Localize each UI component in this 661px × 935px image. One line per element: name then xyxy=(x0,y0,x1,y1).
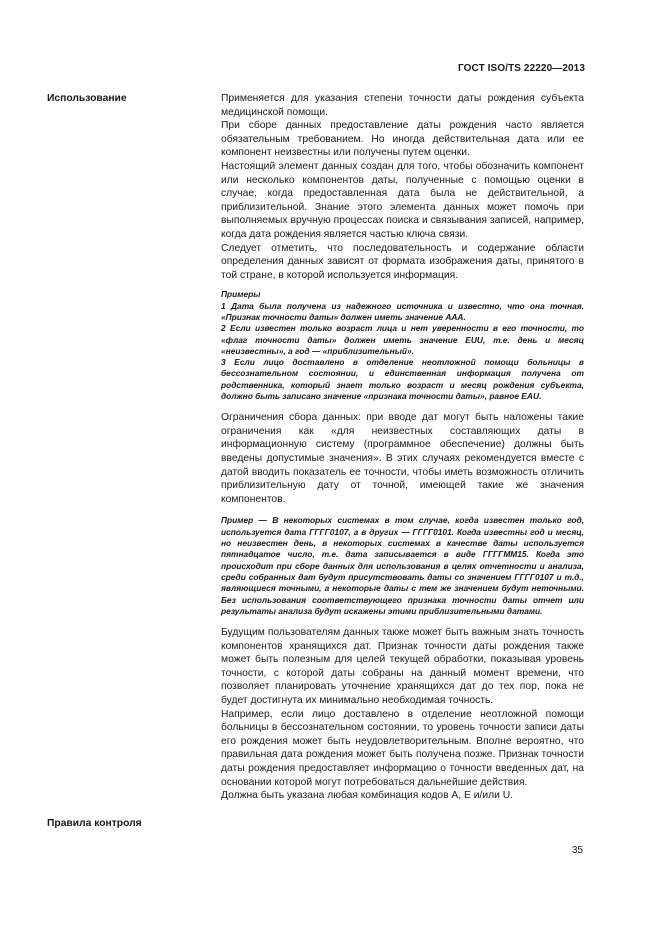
standard-header: ГОСТ ISO/TS 22220—2013 xyxy=(458,63,585,74)
example-item: 1 Дата была получена из надежного источника и известно, что она точная. «Признак точности даты» должен иметь значение AAA. xyxy=(221,300,584,322)
control-rule-text: Должна быть указана любая комбинация кодов A, E и/или U. xyxy=(221,790,514,802)
usage-term: Использование xyxy=(47,93,127,104)
example-item: 3 Если лицо доставлено в отделение неотложной помощи больницы в бессознательном состоянии, и единственная информация получена от родственника, который знает только возраст и месяц рождения субъекта, должно быть записано значение «признака точности даты», равное EAU. xyxy=(221,357,584,401)
example-item: 2 Если известен только возраст лица и нет уверенности в его точности, то «флаг точности даты» должен иметь значение EUU, т.е. день и месяц «неизвестны», а год — «приблизительный». xyxy=(221,323,584,356)
usage-paragraph: Применяется для указания степени точности даты рождения субъекта медицинской помощи. xyxy=(221,93,584,118)
usage-paragraph: Настоящий элемент данных создан для того, чтобы обозначить компонент или несколько компонентов даты, полученные с помощью оценки в случае, когда предоставленная дата была не действительной, а приблизительной. Знание этого элемента данных может помочь при выполняемых вручную процессах поиска и связывания записей, например, когда дата рождения является частью ключа связи. xyxy=(221,160,584,240)
usage-paragraph: При сборе данных предоставление даты рождения часто является обязательным требованием. Но иногда действительная дата или ее компонент неизвестны или получены путем оценки. xyxy=(221,120,584,159)
control-term: Правила контроля xyxy=(47,818,142,829)
constraints-paragraph: Ограничения сбора данных: при вводе дат могут быть наложены такие ограничения как «для неизвестных составляющих даты в информационную систему (программное обеспечение) должны быть введены допустимые значения». В этих случаях рекомендуется вместе с датой вводить показатель ее точности, чтобы иметь возможность отличить приблизительную дату от точной, имеющей такие же значения компонентов. xyxy=(221,412,584,505)
examples-title: Примеры xyxy=(221,289,261,300)
usage-paragraph: Следует отметить, что последовательность и содержание области определения данных зависят от формата изображения даты, принятого в той стране, в которой используется информация. xyxy=(221,242,584,281)
closing-paragraph: Например, если лицо доставлено в отделение неотложной помощи больницы в бессознательном состоянии, то уровень точности записи даты его рождения может быть неудовлетворительным. Вполне вероятно, что правильная дата рождения может быть получена позже. Признак точности даты рождения предоставляет информацию о точности введенных дат, на основании которой могут потребоваться дальнейшие действия. xyxy=(221,708,584,788)
usage-section xyxy=(221,92,584,803)
examples-block xyxy=(221,289,584,402)
closing-paragraph: Будущим пользователям данных также может быть важным знать точность компонентов хранящихся дат. Признак точности даты рождения также может быть полезным для целей текущей обработки, показывая уровень точности, с которой даты собраны на данный момент времени, что позволяет планировать уточнение хранящихся дат до тех пор, пока не будет достигнута их минимально необходимая точность. xyxy=(221,627,584,707)
page-number: 35 xyxy=(571,845,583,856)
example-note: Пример — В некоторых системах в том случае, когда известен только год, используется дата ГГГГ0107, а в других — ГГГГ0101. Когда известны год и месяц, но неизвестен день, в некоторых системах в качестве даты используется пятнадцатое число, т.е. дата записывается в виде ГГГГММ15. Когда это происходит при сборе данных для использования в целях отчетности и анализа, среди собранных дат будут присутствовать даты со значением ГГГГ0107 и т.д., являющиеся точными, а некоторые даты с тем же значением будут неточными. Без использования соответствующего признака точности даты отчет или результаты анализа будут искажены этими приблизительными датами. xyxy=(221,515,584,616)
